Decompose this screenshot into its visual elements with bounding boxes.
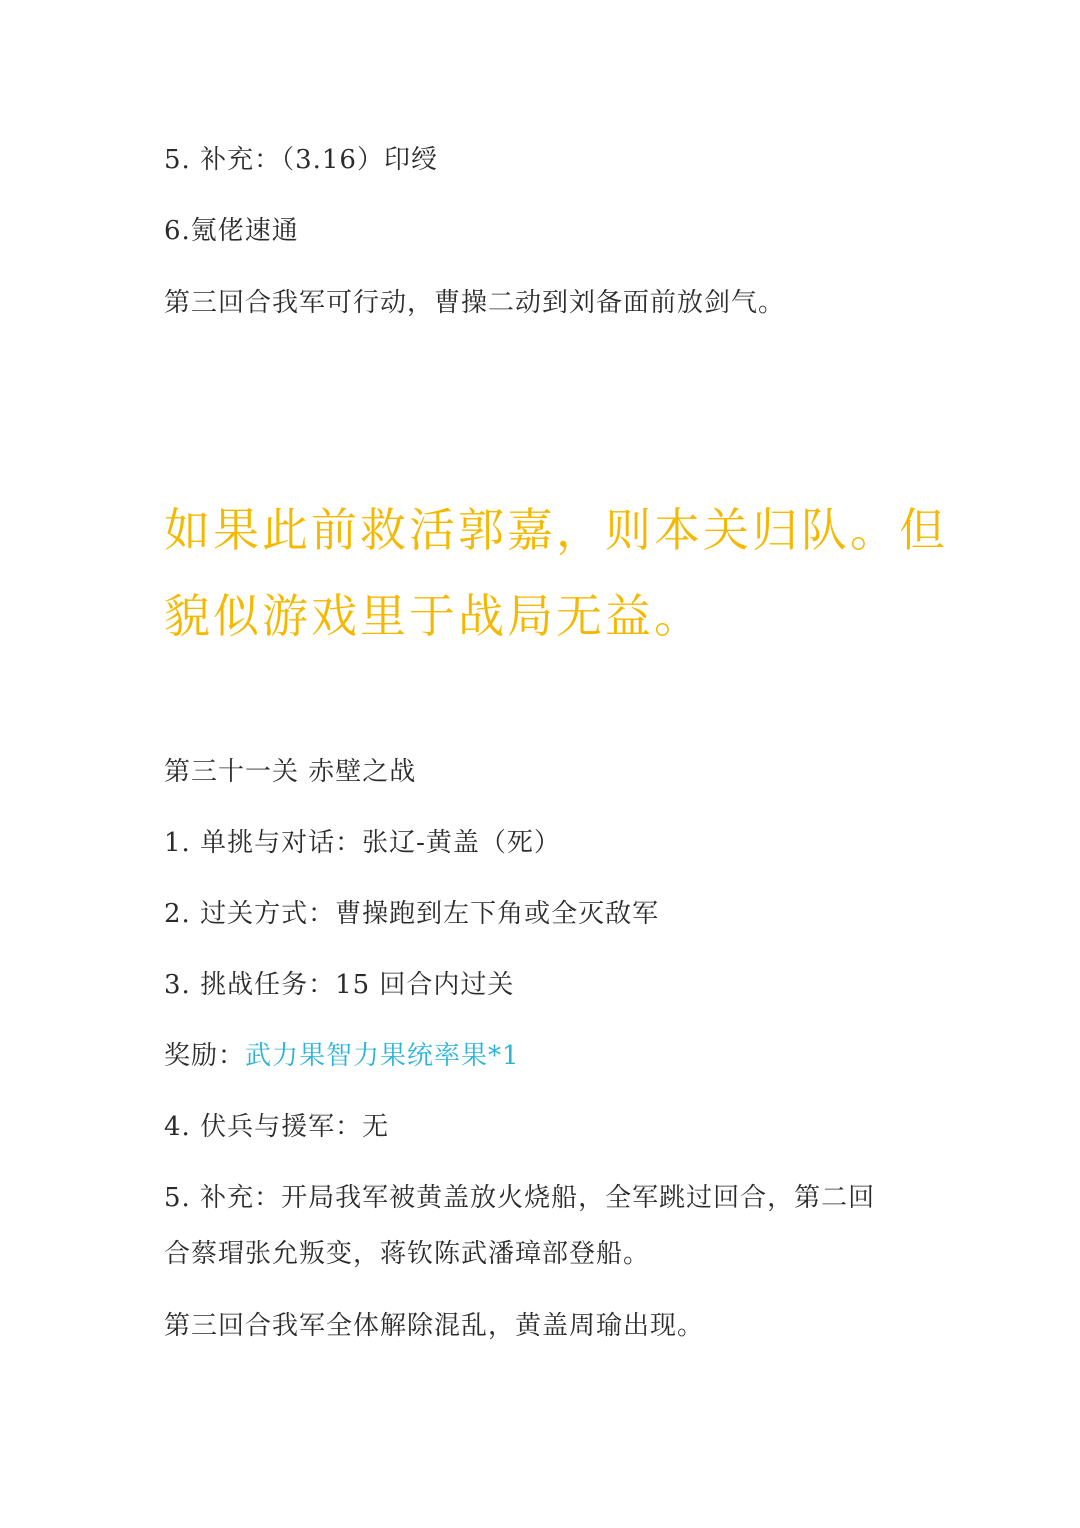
prev-supplement: 5. 补充：（3.16）印绶 — [164, 145, 438, 175]
highlight-note-line-2: 貌似游戏里于战局无益。 — [164, 589, 703, 643]
item-2: 2. 过关方式：曹操跑到左下角或全灭敌军 — [164, 899, 660, 929]
reward-label: 奖励： — [164, 1041, 246, 1071]
prev-round3: 第三回合我军可行动，曹操二动到刘备面前放剑气。 — [164, 288, 786, 318]
section-title: 第三十一关 赤壁之战 — [164, 757, 417, 787]
item-1: 1. 单挑与对话：张辽-黄盖（死） — [164, 828, 561, 858]
prev-item-6: 6.氪佬速通 — [164, 216, 299, 246]
item-4: 4. 伏兵与援军：无 — [164, 1112, 390, 1142]
reward-line — [164, 1036, 944, 1076]
round3-note: 第三回合我军全体解除混乱，黄盖周瑜出现。 — [164, 1311, 705, 1341]
reward-value: 武力果智力果统率果*1 — [245, 1041, 520, 1071]
highlight-note-line-1: 如果此前救活郭嘉，则本关归队。但 — [164, 503, 948, 557]
item-5-line-2: 合蔡瑁张允叛变，蒋钦陈武潘璋部登船。 — [164, 1239, 651, 1269]
item-3: 3. 挑战任务：15 回合内过关 — [164, 970, 515, 1000]
item-5-line-1: 5. 补充：开局我军被黄盖放火烧船，全军跳过回合，第二回 — [164, 1183, 876, 1213]
